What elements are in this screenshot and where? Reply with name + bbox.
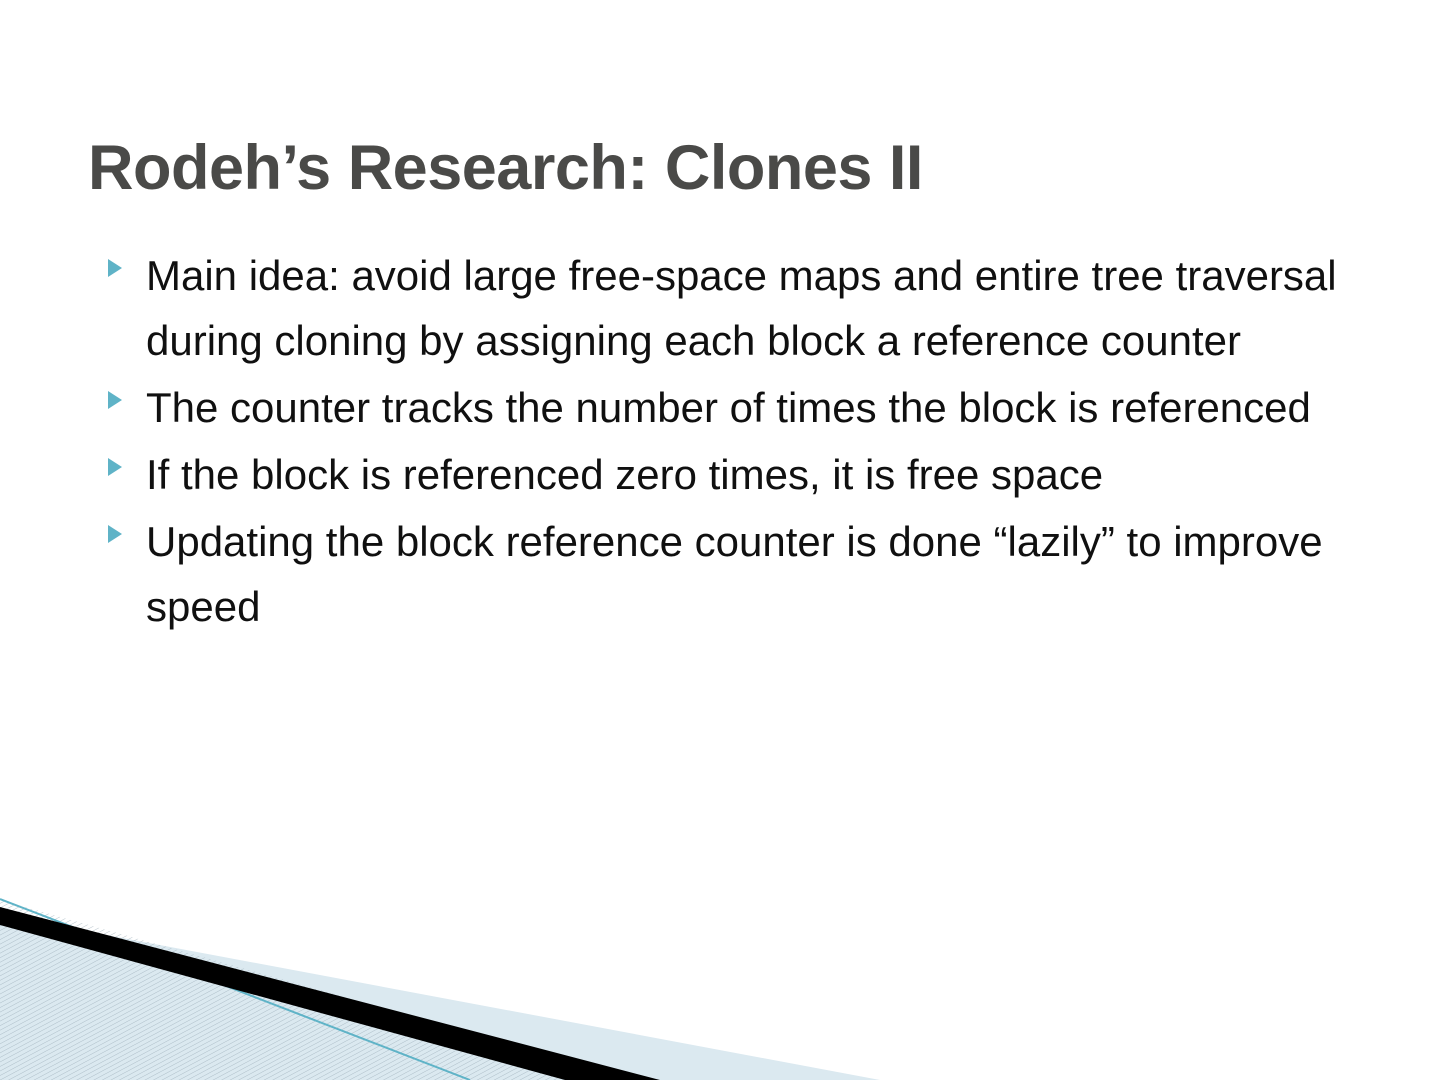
list-item	[104, 375, 1344, 440]
triangle-bullet-icon	[108, 458, 122, 476]
triangle-bullet-icon	[108, 259, 122, 277]
bullet-list	[104, 243, 1344, 642]
triangle-bullet-icon	[108, 391, 122, 409]
decoration-graphic	[0, 885, 880, 1080]
corner-decoration	[0, 885, 880, 1080]
list-item-text: If the block is referenced zero times, it is free space	[146, 451, 1104, 499]
page-title: Rodeh’s Research: Clones II	[88, 133, 923, 204]
list-item	[104, 442, 1344, 507]
list-item-text: Updating the block reference counter is done “lazily” to improve speed	[146, 518, 1323, 631]
list-item	[104, 243, 1344, 373]
list-item-text: The counter tracks the number of times the block is referenced	[146, 384, 1311, 432]
list-item	[104, 509, 1344, 639]
list-item-text: Main idea: avoid large free-space maps and entire tree traversal during cloning by assigning each block a reference counter	[146, 252, 1337, 365]
triangle-bullet-icon	[108, 525, 122, 543]
